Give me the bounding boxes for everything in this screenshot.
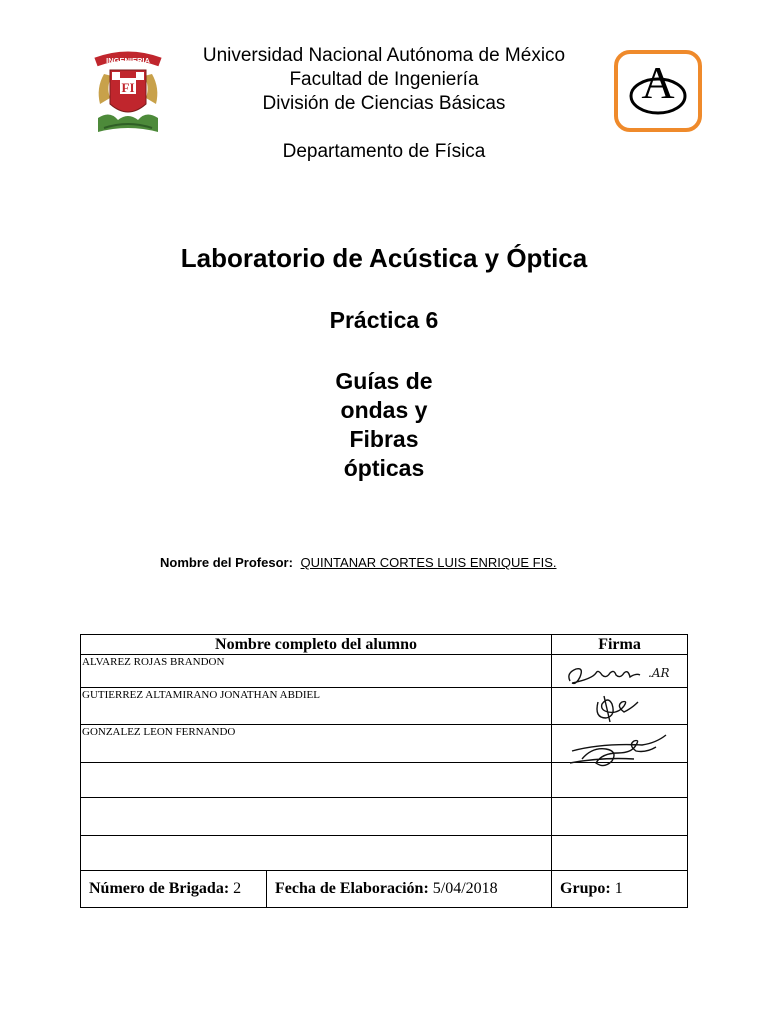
student-name-header: Nombre completo del alumno <box>81 635 552 655</box>
signature-cell <box>552 798 688 836</box>
department-name: Departamento de Física <box>282 141 486 162</box>
table-row <box>81 655 688 688</box>
signature-header: Firma <box>552 635 688 655</box>
date-value: 5/04/2018 <box>432 880 498 897</box>
practice-title-line: Guías de <box>335 368 433 394</box>
svg-text:FI: FI <box>121 80 135 95</box>
signature-scribble <box>562 688 682 725</box>
division-name: División de Ciencias Básicas <box>262 93 506 114</box>
brigade-value: 2 <box>233 880 242 897</box>
group-value: 1 <box>614 880 623 897</box>
students-table <box>80 634 688 908</box>
lab-title: Laboratorio de Acústica y Óptica <box>180 243 588 273</box>
signature-scribble <box>562 655 682 688</box>
practice-title <box>0 367 768 483</box>
signature-cell <box>552 725 688 763</box>
practice-number: Práctica 6 <box>329 307 439 333</box>
practice-title-line: ópticas <box>343 455 425 481</box>
table-row <box>81 725 688 763</box>
date-cell <box>267 871 552 908</box>
professor-label: Nombre del Profesor: <box>160 555 293 570</box>
group-label: Grupo: <box>560 880 611 897</box>
student-name: GONZALEZ LEON FERNANDO <box>81 725 552 763</box>
signature-cell <box>552 836 688 871</box>
table-row <box>81 688 688 725</box>
practice-title-line: Fibras <box>349 426 419 452</box>
student-name <box>81 763 552 798</box>
student-name <box>81 798 552 836</box>
logo-left-text: INGENIERIA <box>106 56 150 65</box>
svg-text:.AR: .AR <box>648 666 670 680</box>
signature-cell <box>552 655 688 688</box>
faculty-name: Facultad de Ingeniería <box>289 69 479 90</box>
table-row <box>81 798 688 836</box>
university-name: Universidad Nacional Autónoma de México <box>202 45 566 66</box>
brigade-label: Número de Brigada: <box>89 880 230 897</box>
student-name <box>81 836 552 871</box>
date-label: Fecha de Elaboración: <box>275 880 429 897</box>
table-row <box>81 836 688 871</box>
practice-title-line: ondas y <box>340 397 428 423</box>
brigade-cell <box>81 871 267 908</box>
group-cell <box>552 871 688 908</box>
signature-cell <box>552 688 688 725</box>
student-name: GUTIERREZ ALTAMIRANO JONATHAN ABDIEL <box>81 688 552 725</box>
professor-name: QUINTANAR CORTES LUIS ENRIQUE FIS. <box>300 555 557 570</box>
student-name: ALVAREZ ROJAS BRANDON <box>81 655 552 688</box>
signature-cell <box>552 763 688 798</box>
table-footer-row <box>81 871 688 908</box>
table-row <box>81 763 688 798</box>
logo-right-text: A <box>641 57 675 108</box>
professor-line <box>160 555 589 570</box>
